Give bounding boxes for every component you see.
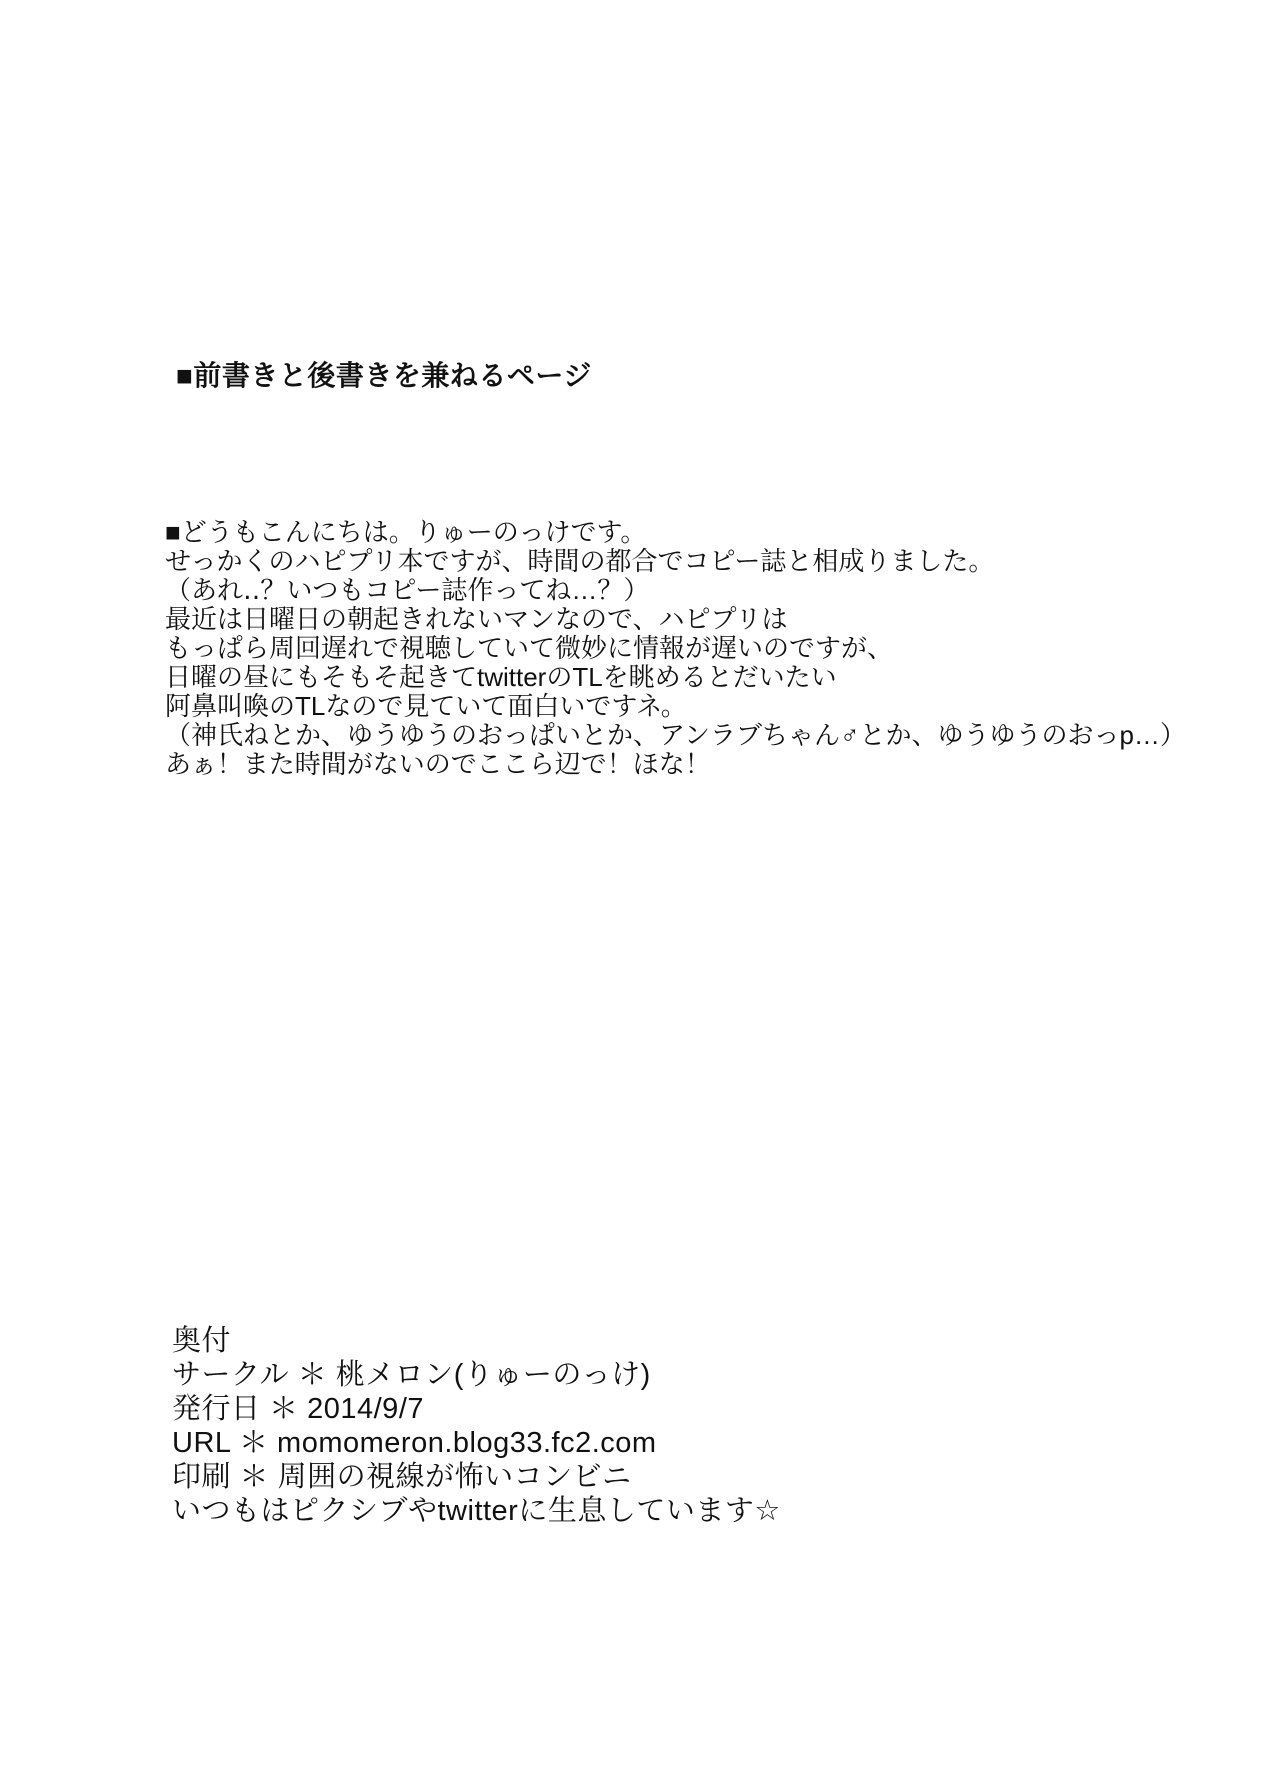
foreword-line: もっぱら周回遅れで視聴していて微妙に情報が遅いのですが、	[165, 633, 894, 663]
page-heading: ■前書きと後書きを兼ねるページ	[176, 360, 592, 391]
foreword-line: （あれ‥？いつもコピー誌作ってね…？）	[165, 575, 650, 605]
colophon-circle-line: サークル ＊ 桃メロン(りゅーのっけ)	[172, 1359, 651, 1391]
colophon-date-line: 発行日 ＊ 2014/9/7	[172, 1393, 424, 1425]
foreword-line: せっかくのハピプリ本ですが、時間の都合でコピー誌と相成りました。	[165, 546, 995, 576]
colophon-social-line: いつもはピクシブやtwitterに生息しています☆	[172, 1495, 781, 1527]
foreword-line: 阿鼻叫喚のTLなので見ていて面白いですネ。	[165, 691, 687, 721]
foreword-line: ■どうもこんにちは。りゅーのっけです。	[165, 517, 647, 547]
colophon-url-line: URL ＊ momomeron.blog33.fc2.com	[172, 1427, 657, 1459]
colophon-title: 奥付	[172, 1325, 232, 1357]
foreword-line: あぁ！また時間がないのでここら辺で！ほな！	[165, 749, 711, 779]
foreword-text-block	[165, 518, 1186, 779]
colophon-print-line: 印刷 ＊ 周囲の視線が怖いコンビニ	[172, 1461, 632, 1493]
foreword-line: 最近は日曜日の朝起きれないマンなので、ハピプリは	[165, 604, 788, 634]
foreword-line: （神氏ねとか、ゆうゆうのおっぱいとか、アンラブちゃん♂とか、ゆうゆうのおっp…）	[165, 720, 1186, 750]
colophon-block	[172, 1324, 781, 1528]
foreword-line: 日曜の昼にもそもそ起きてtwitterのTLを眺めるとだいたい	[165, 662, 837, 692]
